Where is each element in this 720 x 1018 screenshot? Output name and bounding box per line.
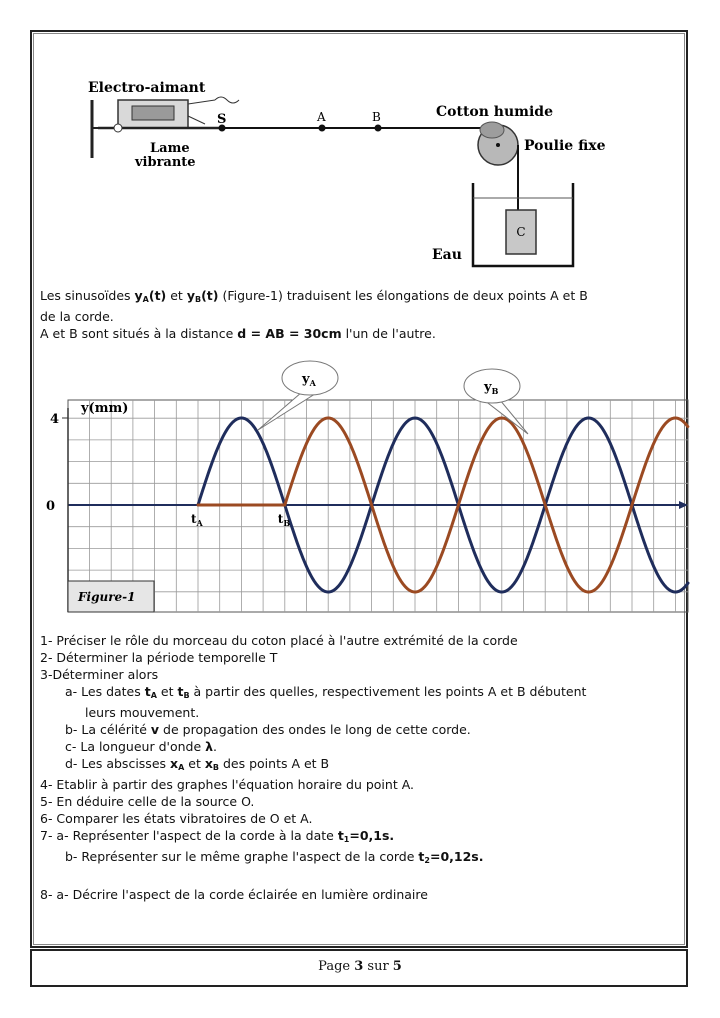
question-8: 8- a- Décrire l'aspect de la corde éclairée en lumière ordinaire (40, 887, 428, 902)
spacer (40, 869, 680, 886)
y-tick-4: 4 (50, 412, 60, 427)
page-number: Page 3 sur 5 (318, 959, 402, 974)
question-7a: 7- a- Représenter l'aspect de la corde à la date $t_1=0,1s$. (40, 828, 395, 844)
point-a-label: A (317, 110, 326, 124)
question-3b: b- La célérité v de propagation des ondes le long de cette corde. (65, 722, 471, 737)
blade-label-2: vibrante (135, 155, 196, 170)
chart-labels (46, 361, 528, 612)
question-1: 1- Préciser le rôle du morceau du coton placé à l'autre extrémité de la corde (40, 633, 518, 648)
mass-label: C (516, 225, 526, 239)
figure-label: Figure-1 (78, 590, 136, 604)
intro-line-1: Les sinusoïdes $y_A(t)$ et $y_B(t)$ (Figure-1) traduisent les élongations de deux points A et B (40, 288, 588, 304)
blade-label-1: Lame (150, 141, 190, 156)
intro-line-2: de la corde. (40, 309, 114, 324)
bubble-label-yB: $y_B$ (484, 380, 499, 396)
pulley-label: Poulie fixe (524, 138, 606, 154)
question-3c: c- La longueur d'onde λ. (65, 739, 218, 754)
point-b-marker (375, 125, 382, 132)
x-marker-B: $t_B$ (277, 512, 291, 528)
bubble-tail-yB (484, 400, 528, 434)
question-5: 5- En déduire celle de la source O. (40, 794, 255, 809)
question-6: 6- Comparer les états vibratoires de O et A. (40, 811, 313, 826)
water-label: Eau (432, 247, 462, 263)
y-axis-label: y(mm) (81, 401, 129, 416)
question-4: 4- Etablir à partir des graphes l'équation horaire du point A. (40, 777, 415, 792)
intro-text (40, 287, 670, 342)
bubble-tail-yA (258, 392, 318, 430)
question-3d: d- Les abscisses $x_A$ et $x_B$ des points A et B (65, 756, 330, 772)
electromagnet-label: Electro-aimant (88, 80, 206, 96)
question-3: 3-Déterminer alors (40, 667, 159, 682)
point-s-label: S (217, 112, 227, 127)
cotton-label: Cotton humide (436, 104, 553, 120)
questions-list (40, 632, 680, 903)
question-2: 2- Déterminer la période temporelle T (40, 650, 278, 665)
point-b-label: B (372, 110, 381, 124)
setup-diagram (0, 0, 720, 280)
time-axis-arrow (679, 501, 688, 509)
y-tick-0: 0 (46, 499, 56, 514)
cotton-piece (480, 122, 504, 138)
question-3a: a- Les dates $t_A$ et $t_B$ à partir des quelles, respectivement les points A et B débutent (65, 684, 587, 700)
bubble-label-yA: $y_A$ (302, 372, 316, 388)
figure-1-chart (0, 360, 720, 620)
question-3a-cont: leurs mouvement. (85, 705, 200, 720)
point-a-marker (319, 125, 326, 132)
x-marker-A: $t_A$ (191, 512, 203, 528)
chart-axes (62, 408, 688, 612)
question-7b: b- Représenter sur le même graphe l'aspect de la corde $t_2=0,12s$. (65, 849, 484, 865)
intro-line-3: A et B sont situés à la distance d = AB = 30cm l'un de l'autre. (40, 326, 436, 341)
